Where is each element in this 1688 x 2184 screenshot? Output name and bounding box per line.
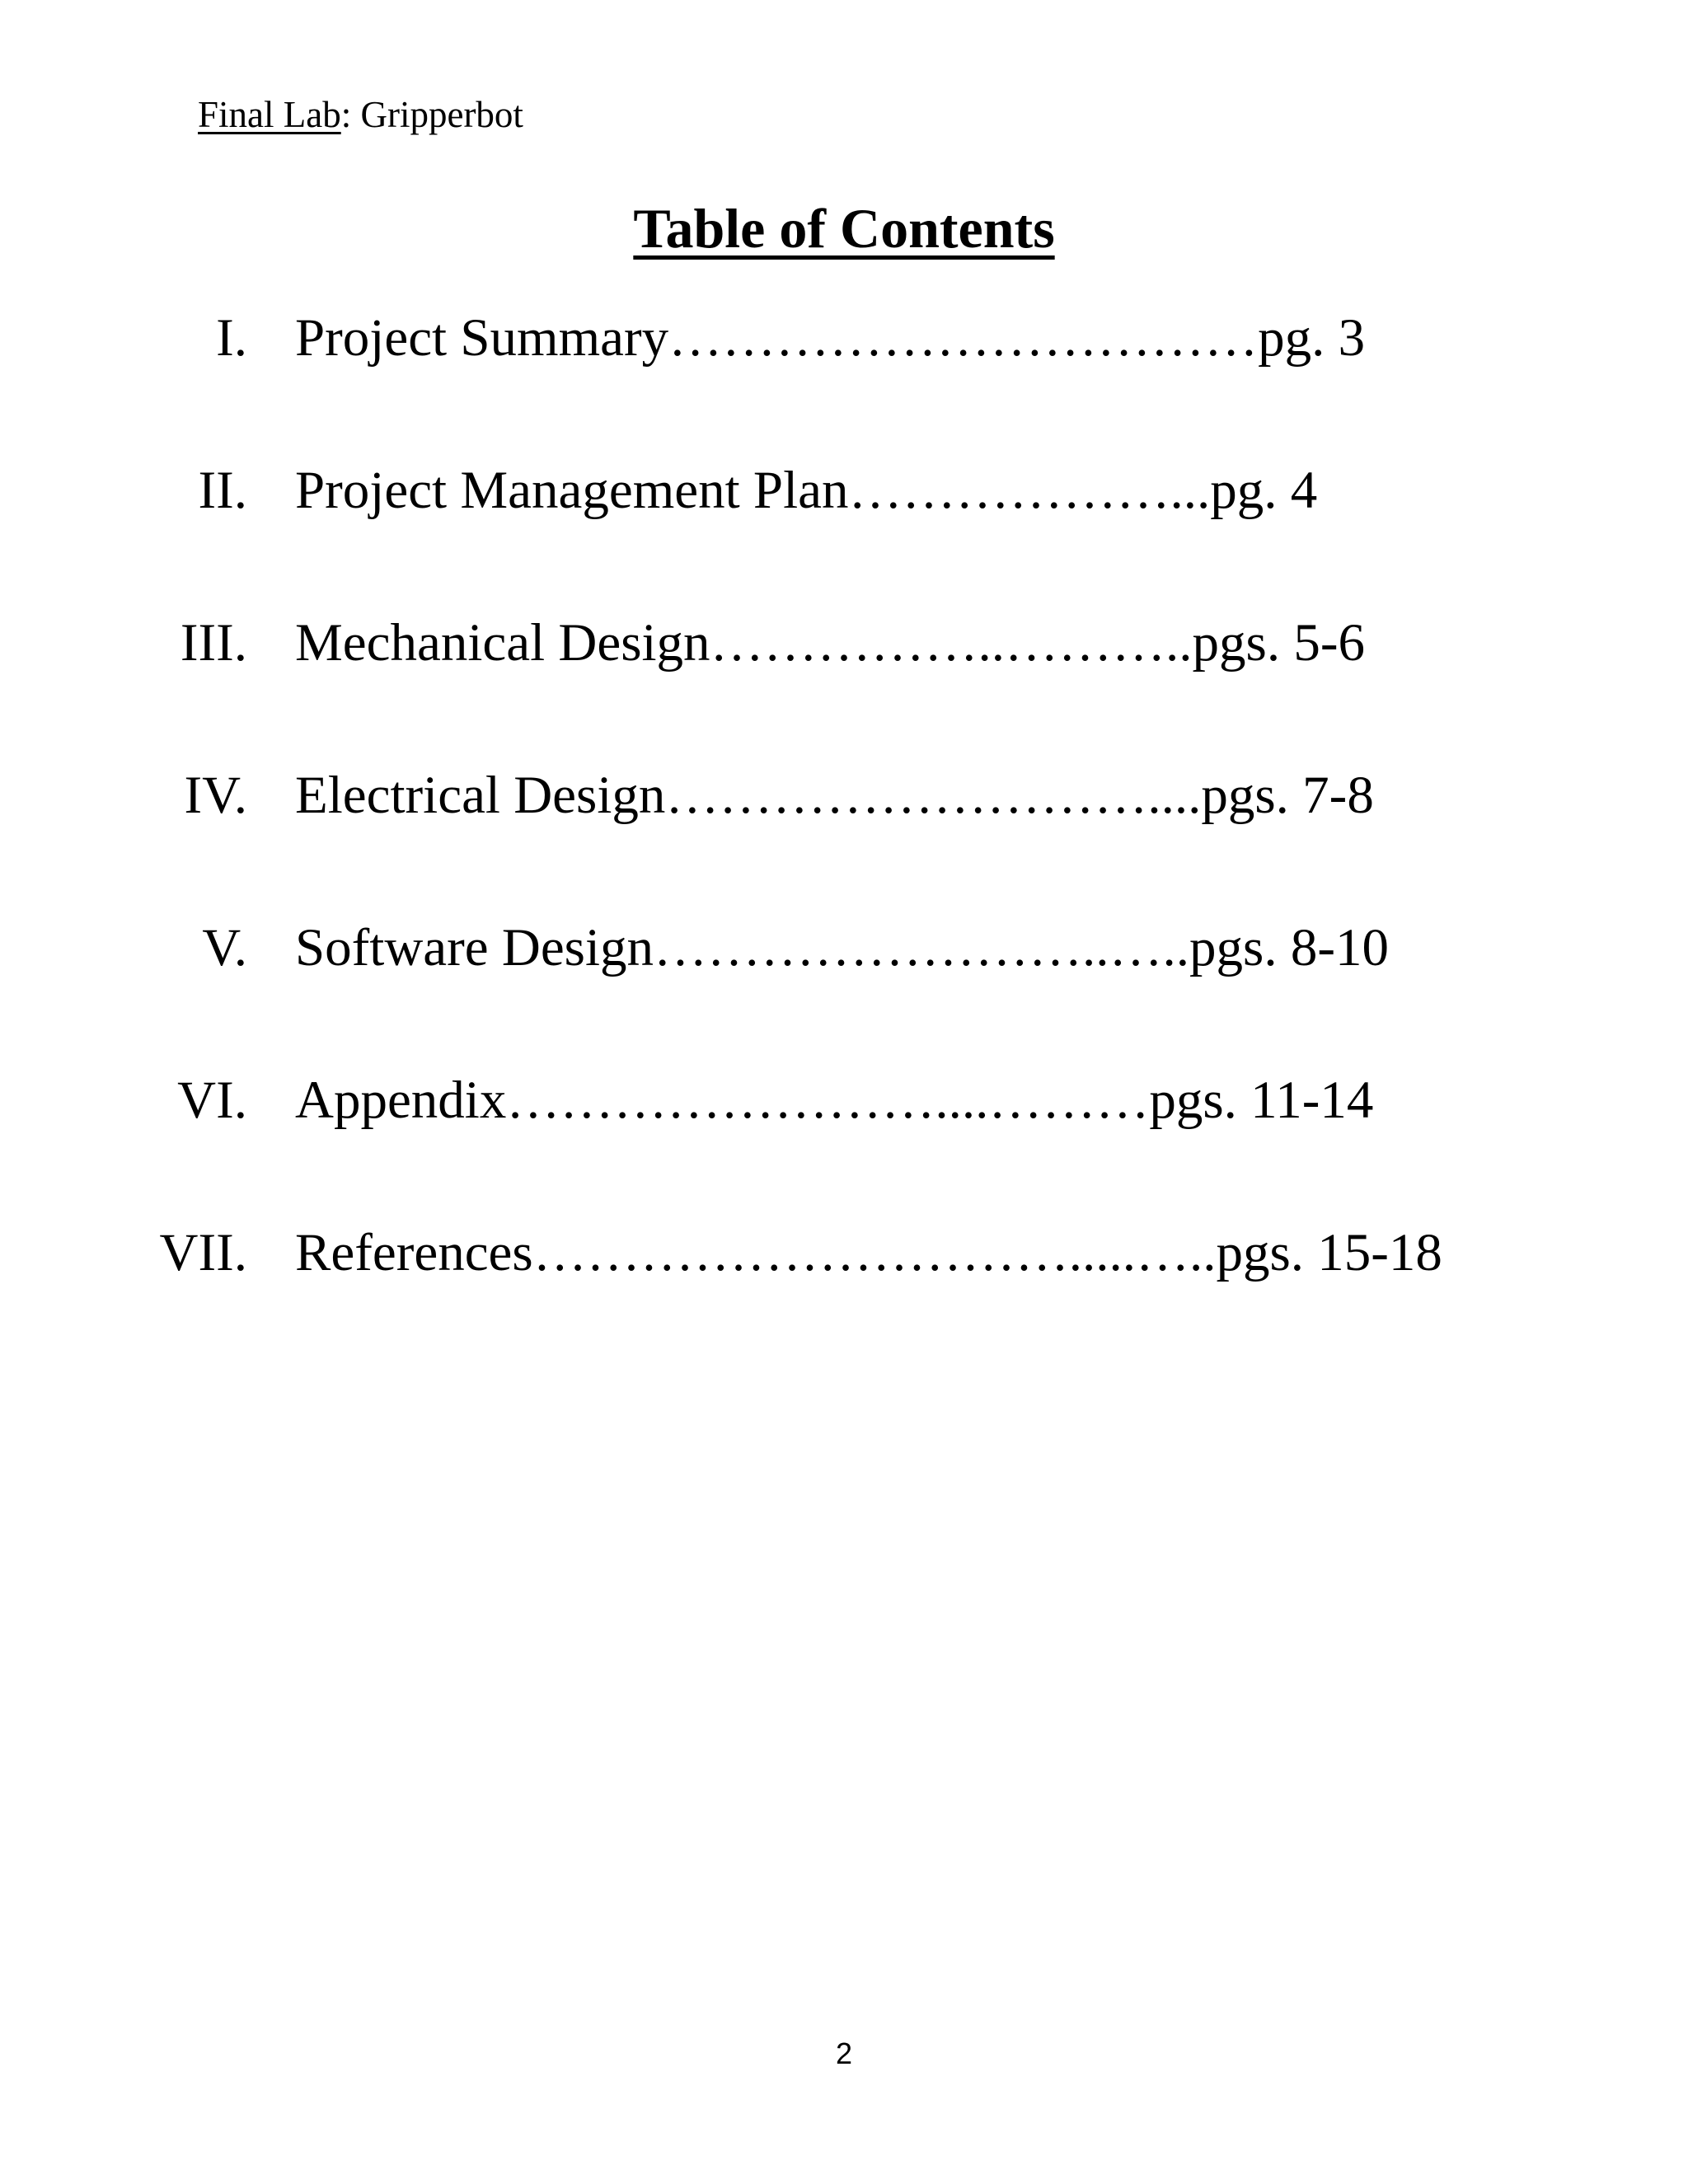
toc-entry xyxy=(0,305,1688,371)
toc-entry-numeral: VII. xyxy=(159,1223,247,1282)
toc-entry-text: Project Management Plan………………...pg. 4 xyxy=(295,461,1318,520)
toc-entry xyxy=(0,457,1688,523)
toc-entry-numeral: IV. xyxy=(184,766,247,825)
toc-entry-numeral: III. xyxy=(180,613,247,673)
page-title xyxy=(0,195,1688,263)
toc-entry-numeral: VI. xyxy=(177,1071,247,1130)
toc-entry-text: Appendix……………………....………pgs. 11-14 xyxy=(295,1071,1374,1130)
document-header xyxy=(198,92,523,137)
header-label: Final Lab xyxy=(198,94,341,135)
page-title-text: Table of Contents xyxy=(633,197,1055,260)
toc-entry xyxy=(0,762,1688,828)
header-separator: : xyxy=(340,94,361,135)
toc-entry xyxy=(0,610,1688,676)
toc-entry xyxy=(0,915,1688,981)
toc-entry-numeral: II. xyxy=(198,461,247,520)
toc-entry xyxy=(0,1067,1688,1133)
page-number: 2 xyxy=(835,2036,853,2070)
toc-entry-numeral: V. xyxy=(202,918,247,977)
toc-entry-text: Software Design……………………..…..pgs. 8-10 xyxy=(295,918,1389,977)
header-project-name: Gripperbot xyxy=(360,94,523,135)
toc-entry-text: Electrical Design………………………....pgs. 7-8 xyxy=(295,766,1374,825)
toc-entry-text: Project Summary……………………………pg. 3 xyxy=(295,308,1366,368)
toc-entry xyxy=(0,1220,1688,1286)
toc-entry-numeral: I. xyxy=(216,308,247,368)
toc-entry-text: References………………………….....…..pgs. 15-18 xyxy=(295,1223,1442,1282)
toc-entry-text: Mechanical Design……………..………..pgs. 5-6 xyxy=(295,613,1366,673)
